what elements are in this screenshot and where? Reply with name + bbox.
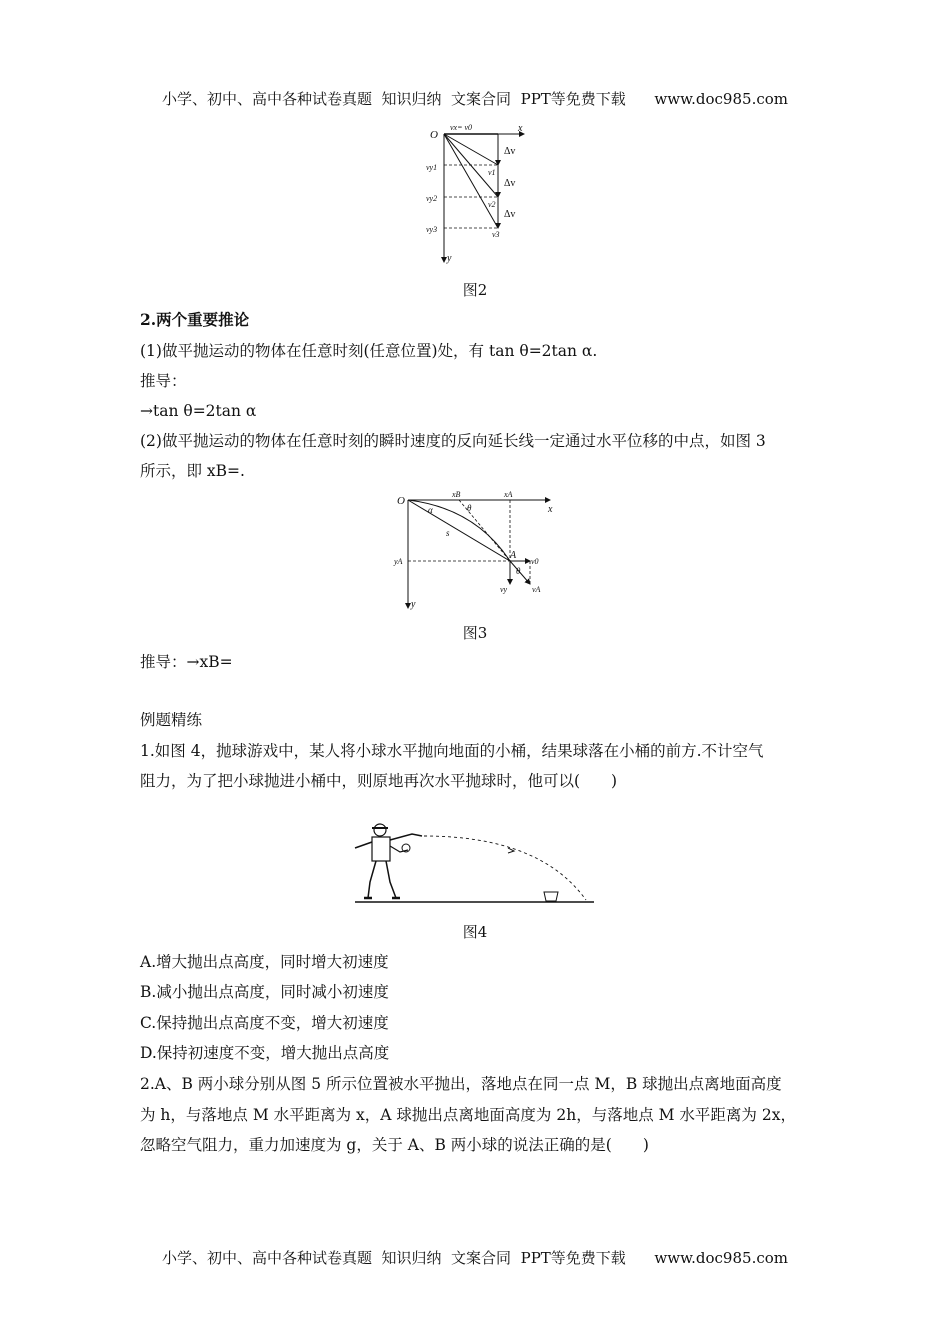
fig3-label-v0: v0 [531,557,539,566]
figure-4-throwing-illustration [350,820,600,910]
fig2-label-v2: v2 [488,200,496,209]
section-2-para-1: (1)做平抛运动的物体在任意时刻(任意位置)处，有 tan θ=2tan α. [140,342,598,360]
fig3-label-xB: xB [452,490,461,499]
fig3-label-origin: O [397,495,405,507]
fig2-label-v3: v3 [492,230,500,239]
option-b: B.减小抛出点高度，同时减小初速度 [140,983,389,1001]
question-2-line-2: 为 h，与落地点 M 水平距离为 x，A 球抛出点离地面高度为 2h，与落地点 M 水平距离为 2x， [140,1106,796,1124]
section-2-title: 2.两个重要推论 [140,310,250,329]
fig2-label-dv3: Δv [504,209,516,220]
derivation-2: 推导：→xB= [140,653,233,671]
figure-3-caption: 图3 [462,624,488,642]
fig2-label-v1: v1 [488,168,496,177]
question-2-line-3: 忽略空气阻力，重力加速度为 g，关于 A、B 两小球的说法正确的是( ) [140,1136,649,1154]
fig2-label-v0: vx= v0 [450,123,473,132]
fig2-label-origin: O [430,129,438,141]
figure-2-velocity-diagram [420,118,540,268]
fig2-label-vy1: vy1 [426,163,438,172]
question-2-line-1: 2.A、B 两小球分别从图 5 所示位置被水平抛出，落地点在同一点 M，B 球抛出点离地面高度 [140,1075,782,1093]
fig2-label-x: x [518,123,523,134]
fig2-label-y: y [447,253,452,264]
examples-title: 例题精练 [140,711,203,729]
fig3-label-s: s [446,528,450,538]
fig2-label-dv2: Δv [504,178,516,189]
section-2-para-3: →tan θ=2tan α [140,402,257,420]
fig3-label-yA: yA [394,557,403,566]
fig3-label-alpha: α [428,505,433,515]
fig3-label-vA: vA [532,585,541,594]
fig2-label-vy3: vy3 [426,225,438,234]
option-a: A.增大抛出点高度，同时增大初速度 [140,953,389,971]
question-1-line-2: 阻力，为了把小球抛进小桶中，则原地再次水平抛球时，他可以( ) [140,772,618,790]
question-1-line-1: 1.如图 4，抛球游戏中，某人将小球水平抛向地面的小桶，结果球落在小桶的前方.不计空气 [140,742,764,760]
page-header: 小学、初中、高中各种试卷真题 知识归纳 文案合同 PPT等免费下载 www.doc985.com [161,90,788,108]
fig3-label-theta-bottom: θ [516,566,521,576]
fig3-label-vy: vy [500,585,508,594]
fig2-label-dv1: Δv [504,146,516,157]
option-c: C.保持抛出点高度不变，增大初速度 [140,1014,389,1032]
section-2-para-4b: 所示，即 xB=. [140,462,245,480]
figure-3-displacement-diagram [390,488,565,613]
fig3-label-theta-top: θ [467,503,472,513]
figure-4-caption: 图4 [462,923,488,941]
fig3-label-y: y [411,599,416,610]
fig3-label-xA: xA [504,490,513,499]
section-2-para-4a: (2)做平抛运动的物体在任意时刻的瞬时速度的反向延长线一定通过水平位移的中点，如图 3 [140,432,766,450]
fig3-label-x: x [548,504,553,515]
option-d: D.保持初速度不变，增大抛出点高度 [140,1044,390,1062]
section-2-para-2: 推导： [140,372,187,390]
page-footer: 小学、初中、高中各种试卷真题 知识归纳 文案合同 PPT等免费下载 www.doc985.com [161,1249,788,1267]
fig3-label-A: A [510,550,517,561]
figure-2-caption: 图2 [462,281,488,299]
fig2-label-vy2: vy2 [426,194,438,203]
